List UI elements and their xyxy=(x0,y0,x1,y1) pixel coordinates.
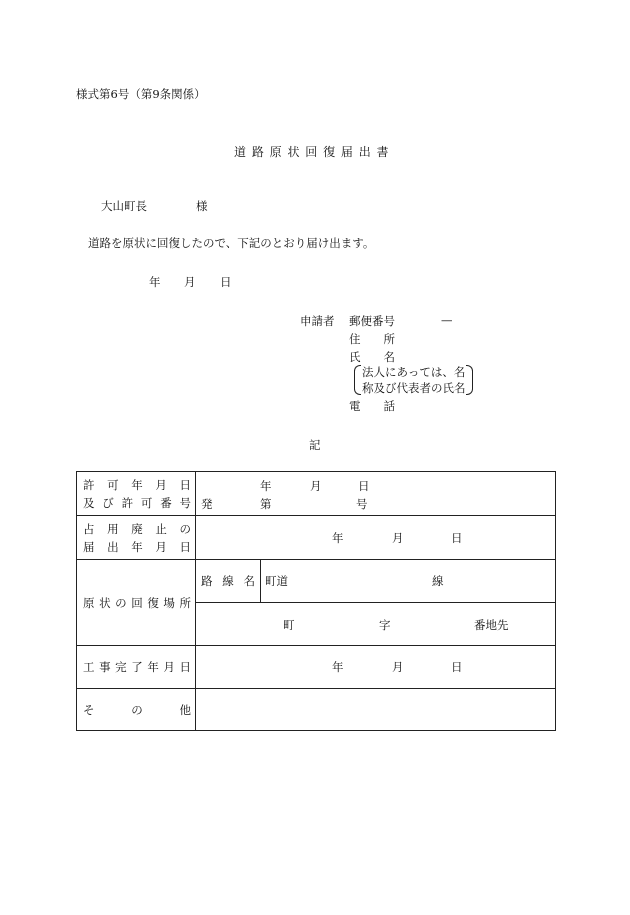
abolition-year: 年 xyxy=(332,531,344,545)
label-char: 番 xyxy=(160,495,172,510)
label-char: 月 xyxy=(163,660,175,674)
label-char: 復 xyxy=(147,595,159,610)
label-char: 止 xyxy=(155,521,167,536)
completion-month: 月 xyxy=(392,660,404,674)
permit-year: 年 xyxy=(260,479,272,493)
label-char: の xyxy=(115,595,127,610)
corp-note-line1: 法人にあっては、名 xyxy=(362,365,466,379)
addressee-honorific: 様 xyxy=(196,199,208,213)
column-divider xyxy=(195,472,196,730)
occupancy-abolition-label xyxy=(83,516,191,559)
label-char: 場 xyxy=(163,595,175,610)
label-char: 廃 xyxy=(131,521,143,536)
label-char: 可 xyxy=(140,495,153,510)
row-divider xyxy=(195,602,555,603)
address-label: 住 所 xyxy=(349,332,395,346)
date-month: 月 xyxy=(184,275,196,289)
label-char: 線 xyxy=(222,574,234,588)
postal-dash: — xyxy=(441,313,453,327)
column-divider xyxy=(260,559,261,602)
completion-year: 年 xyxy=(332,660,344,674)
label-char: 月 xyxy=(155,477,167,492)
label-char: 所 xyxy=(179,595,191,610)
abolition-day: 日 xyxy=(451,531,463,545)
permit-label-line2 xyxy=(83,494,191,512)
route-name-label xyxy=(201,573,255,589)
page-title: 道 路 原 状 回 復 届 出 書 xyxy=(234,145,390,159)
date-year: 年 xyxy=(149,275,161,289)
permit-hatsu: 発 xyxy=(201,497,213,511)
date-day: 日 xyxy=(220,275,232,289)
place-banchi: 番地先 xyxy=(474,618,509,632)
label-char: 日 xyxy=(179,477,191,492)
label-char: 路 xyxy=(201,574,213,588)
label-char: 許 xyxy=(121,495,134,510)
restoration-place-label xyxy=(83,560,191,645)
completion-date-label xyxy=(83,646,191,688)
label-char: 工 xyxy=(83,660,95,674)
label-char: 状 xyxy=(99,595,111,610)
route-sen: 線 xyxy=(432,574,444,588)
label-char: 年 xyxy=(131,539,143,554)
label-char: 年 xyxy=(131,477,143,492)
details-table xyxy=(76,471,556,731)
phone-label: 電 話 xyxy=(349,399,395,413)
addressee-name: 大山町長 xyxy=(101,199,147,213)
label-char: 完 xyxy=(115,660,127,674)
permit-day: 日 xyxy=(358,479,370,493)
abolition-month: 月 xyxy=(392,531,404,545)
label-char: 事 xyxy=(99,660,111,674)
label-char: 用 xyxy=(107,521,119,536)
label-char: 許 xyxy=(83,477,95,492)
label-char: 了 xyxy=(131,660,143,674)
permit-month: 月 xyxy=(310,479,322,493)
label-char: び xyxy=(102,495,114,510)
other-label xyxy=(83,689,191,730)
postal-label: 郵便番号 xyxy=(349,314,395,328)
label-char: の xyxy=(179,521,191,536)
other-field[interactable] xyxy=(197,690,553,728)
name-label: 氏 名 xyxy=(349,350,395,364)
label-char: 号 xyxy=(179,495,191,510)
label-char: 他 xyxy=(179,702,191,717)
label-char: 及 xyxy=(83,495,95,510)
ki-heading: 記 xyxy=(309,438,321,452)
place-aza: 字 xyxy=(379,618,391,632)
town-road-label: 町道 xyxy=(265,574,288,588)
restoration-label-text xyxy=(83,594,191,612)
label-char: 日 xyxy=(179,660,191,674)
label-char: 日 xyxy=(179,539,191,554)
label-char: 可 xyxy=(107,477,119,492)
label-char: 名 xyxy=(243,574,255,588)
label-char: の xyxy=(131,702,143,717)
completion-label-text xyxy=(83,658,191,676)
other-label-text xyxy=(83,701,191,719)
corp-note-bracket-right xyxy=(466,365,473,395)
label-char: そ xyxy=(83,702,95,717)
corp-note-bracket-left xyxy=(354,365,361,395)
permit-date-number-label xyxy=(83,472,191,515)
permit-label-line1 xyxy=(83,476,191,494)
label-char: 原 xyxy=(83,595,95,610)
label-char: 出 xyxy=(107,539,119,554)
label-char: 占 xyxy=(83,521,95,536)
place-cho: 町 xyxy=(283,618,295,632)
form-number: 様式第6号（第9条関係） xyxy=(76,87,206,101)
label-char: 回 xyxy=(131,595,143,610)
label-char: 年 xyxy=(147,660,159,674)
applicant-label: 申請者 xyxy=(300,314,335,328)
corp-note-line2: 称及び代表者の氏名 xyxy=(362,381,466,395)
permit-go: 号 xyxy=(356,497,368,511)
completion-day: 日 xyxy=(451,660,463,674)
permit-dai: 第 xyxy=(260,497,272,511)
label-char: 月 xyxy=(155,539,167,554)
label-char: 届 xyxy=(83,539,95,554)
abolition-label-line2 xyxy=(83,538,191,556)
abolition-label-line1 xyxy=(83,520,191,538)
statement-text: 道路を原状に回復したので、下記のとおり届け出ます。 xyxy=(88,236,375,250)
